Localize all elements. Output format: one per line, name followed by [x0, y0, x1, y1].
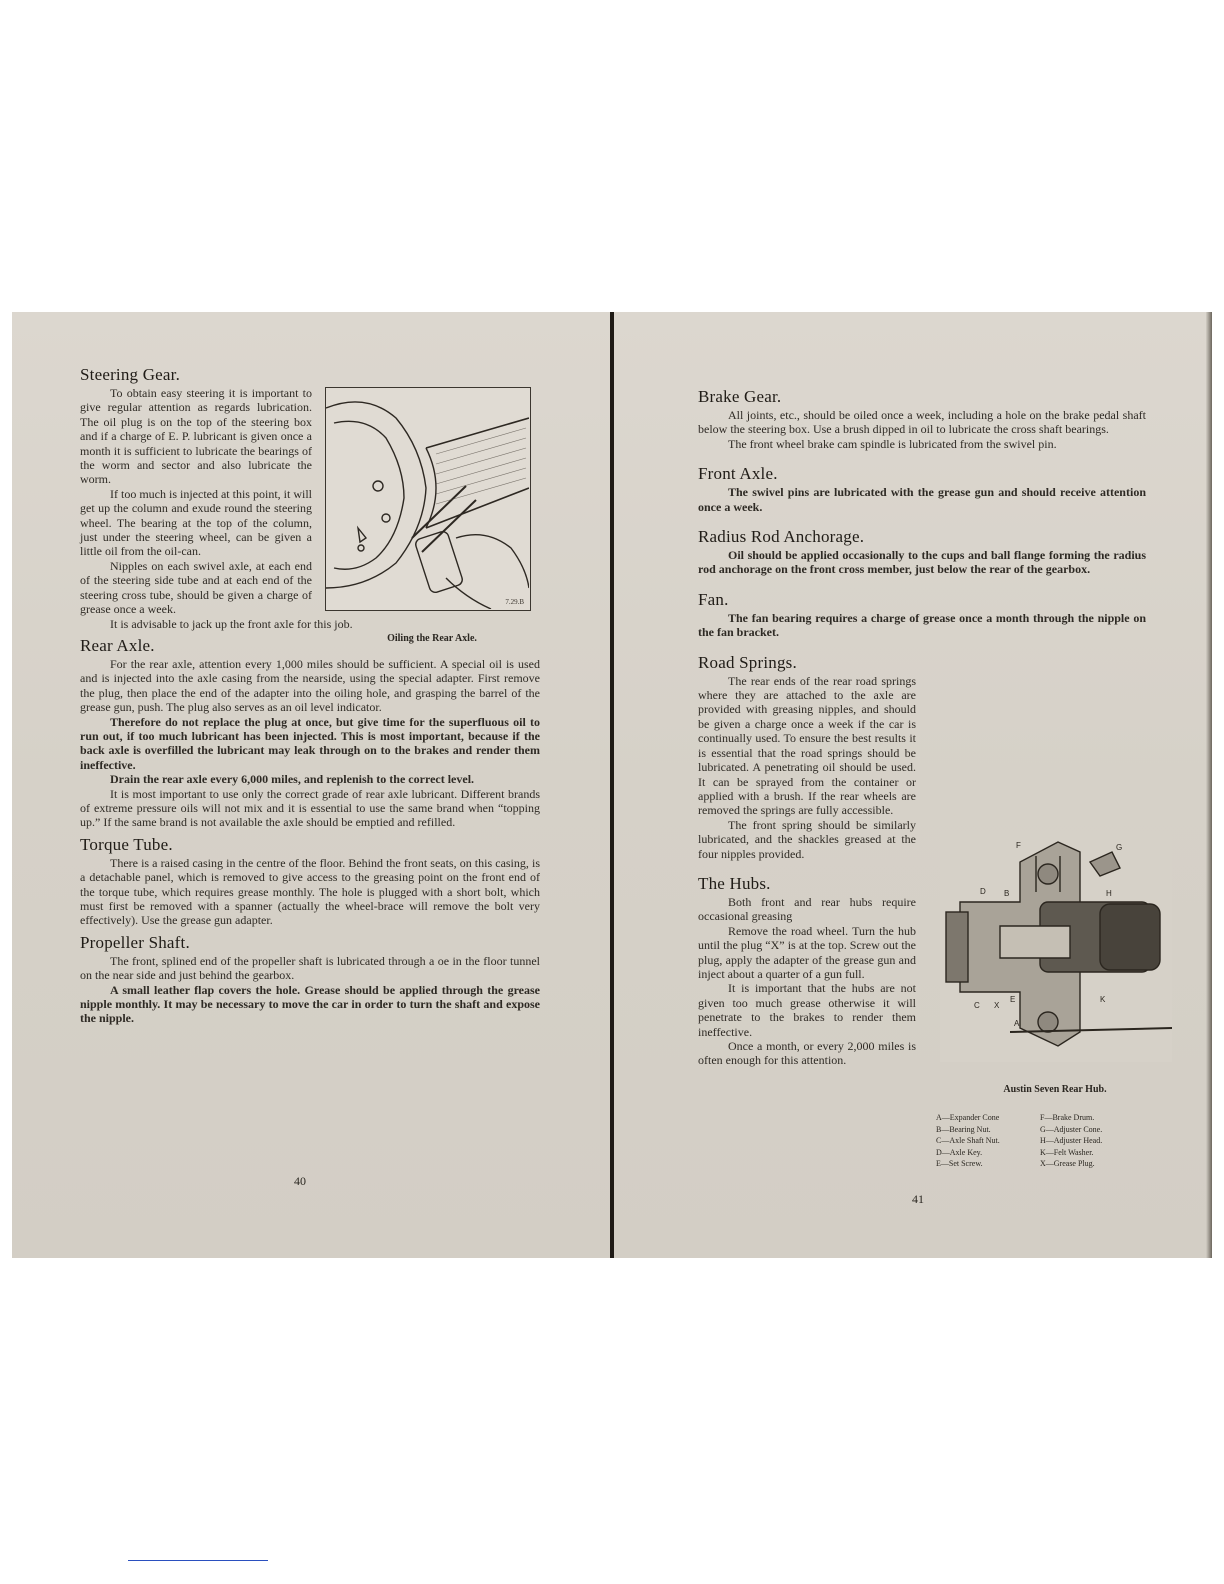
road-springs-text — [698, 674, 916, 861]
paragraph: It is most important to use only the correct grade of rear axle lubricant. Different brands of extreme pressure oils will not mix and it is essential to use the same brand when “topping up.” If the same brand is not available the axle should be emptied and refilled. — [80, 786, 540, 830]
hub-label-H: H — [1106, 889, 1112, 898]
heading-road-springs: Road Springs. — [698, 652, 797, 672]
legend-item: X—Grease Plug. — [1040, 1159, 1095, 1168]
hub-label-B: B — [1004, 889, 1010, 898]
heading-front-axle: Front Axle. — [698, 464, 778, 484]
paragraph: The front wheel brake cam spindle is lubricated from the swivel pin. — [728, 436, 1057, 451]
hub-legend — [936, 1112, 1168, 1170]
steering-gear-text — [80, 386, 312, 559]
legend-item: B—Bearing Nut. — [936, 1124, 991, 1134]
heading-the-hubs: The Hubs. — [698, 873, 771, 893]
heading-steering-gear: Steering Gear. — [80, 365, 181, 384]
paragraph: To obtain easy steering it is important to give regular attention as regards lubrication. The oil plug is on the top of the steering box and if a charge of E. P. lubricant is given once a month it is sufficient to lubricate the bearings of the worm and sector and also lubricate the worm. — [80, 386, 312, 487]
hub-label-D: D — [980, 887, 986, 896]
rear-hub-illustration — [940, 832, 1172, 1062]
paragraph: The swivel pins are lubricated with the grease gun and should receive attention once a week. — [698, 485, 1146, 514]
page-number: 40 — [294, 1174, 306, 1188]
legend-row — [936, 1124, 1168, 1136]
paragraph: Once a month, or every 2,000 miles is often enough for this attention. — [698, 1039, 916, 1068]
heading-propeller-shaft: Propeller Shaft. — [80, 932, 190, 952]
legend-item: C—Axle Shaft Nut. — [936, 1136, 1000, 1145]
page-edge-shadow — [1206, 312, 1212, 1258]
hub-label-F: F — [1016, 841, 1021, 850]
legend-item: K—Felt Washer. — [1040, 1147, 1094, 1157]
rear-axle-illustration — [325, 387, 531, 611]
legend-item: F—Brake Drum. — [1040, 1113, 1095, 1122]
figure-reference: 7.29.B — [505, 598, 524, 606]
footnote-rule — [128, 1560, 268, 1561]
paragraph: It is advisable to jack up the front axle for this job. — [110, 616, 353, 631]
paragraph: All joints, etc., should be oiled once a week, including a hole on the brake pedal shaft below the steering box. Use a brush dipped in oil to lubricate the cross shaft bearings. — [698, 408, 1146, 437]
figure-caption: Oiling the Rear Axle. — [387, 633, 477, 644]
paragraph: Nipples on each swivel axle, at each end of the steering side tube and at each end of the steering cross tube, should be given a charge of grease once a week. — [80, 558, 312, 617]
legend-row — [936, 1112, 1168, 1124]
hub-label-A: A — [1014, 1019, 1020, 1028]
hub-label-G: G — [1116, 843, 1123, 852]
legend-item: G—Adjuster Cone. — [1040, 1124, 1103, 1134]
paragraph: A small leather flap covers the hole. Grease should be applied through the grease nipple monthly. It may be necessary to move the car in order to turn the shaft and expose the nipple. — [80, 982, 540, 1026]
paragraph: Drain the rear axle every 6,000 miles, and replenish to the correct level. — [110, 772, 475, 787]
legend-item: H—Adjuster Head. — [1040, 1136, 1103, 1145]
heading-torque-tube: Torque Tube. — [80, 834, 173, 854]
rear-axle-drawing — [326, 388, 529, 609]
paragraph: The fan bearing requires a charge of grease once a month through the nipple on the fan bracket. — [698, 610, 1146, 640]
paragraph: Oil should be applied occasionally to the cups and ball flange forming the radius rod anchorage on the front cross member, just below the rear of the gearbox. — [698, 548, 1146, 577]
paragraph: Therefore do not replace the plug at once, but give time for the superfluous oil to run out, if too much lubricant has been injected. This is most important, because if the back axle is overfilled the lubricant may leak through on to the brakes and render them ineffective. — [80, 714, 540, 772]
paragraph: Both front and rear hubs require occasional greasing — [698, 894, 916, 924]
paragraph: It is important that the hubs are not given too much grease otherwise it will penetrate to the brakes to render them ineffective. — [698, 981, 916, 1039]
heading-rear-axle: Rear Axle. — [80, 635, 155, 655]
paragraph: Remove the road wheel. Turn the hub until the plug “X” is at the top. Screw out the plug, apply the adapter of the grease gun and inject about a quarter of a gun full. — [698, 923, 916, 981]
book-spread — [12, 312, 1212, 1258]
legend-item: D—Axle Key. — [936, 1147, 983, 1157]
heading-fan: Fan. — [698, 589, 729, 609]
figure-caption: Austin Seven Rear Hub. — [1003, 1084, 1107, 1095]
page-number: 41 — [912, 1192, 924, 1206]
legend-row — [936, 1158, 1168, 1170]
legend-item: A—Expander Cone — [936, 1113, 1000, 1122]
rear-hub-drawing — [940, 832, 1172, 1062]
left-page — [12, 312, 610, 1258]
right-page — [614, 312, 1212, 1258]
paragraph: The front, splined end of the propeller shaft is lubricated through a oe in the floor tunnel on the near side and just behind the gearbox. — [80, 953, 540, 983]
legend-row — [936, 1135, 1168, 1147]
heading-brake-gear: Brake Gear. — [698, 387, 782, 406]
legend-item: E—Set Screw. — [936, 1159, 983, 1168]
hub-label-E: E — [1010, 995, 1016, 1004]
hub-label-X: X — [994, 1001, 1000, 1010]
hub-label-C: C — [974, 1001, 980, 1010]
paragraph: If too much is injected at this point, it will get up the column and exude round the steering wheel. The bearing at the top of the column, just under the steering wheel, can be given a little oil from the oil-can. — [80, 486, 312, 559]
heading-radius-rod-anchorage: Radius Rod Anchorage. — [698, 527, 865, 547]
legend-row — [936, 1147, 1168, 1159]
paragraph: There is a raised casing in the centre of the floor. Behind the front seats, on this casing, is a detachable panel, which is removed to give access to the greasing point on the front end of the torque tube, which requires grease monthly. The hole is plugged with a short bolt, which must first be removed with a spanner (actually the wheel-brace will remove the bolt very effectively). Use the grease gun adapter. — [80, 855, 540, 928]
paragraph: The front spring should be similarly lubricated, and the shackles greased at the four nipples provided. — [698, 817, 916, 861]
paragraph: The rear ends of the rear road springs where they are attached to the axle are provided with greasing nipples, and should be given a charge once a week if the car is continually used. To ensure the best results it is essential that the road springs should be lubricated. A penetrating oil should be used. It can be sprayed from the container or applied with a brush. If the rear wheels are removed the springs are fully accessible. — [698, 673, 916, 818]
paragraph: For the rear axle, attention every 1,000 miles should be sufficient. A special oil is used and is injected into the axle casing from the nearside, using the special adapter. First remove the plug, then place the end of the adapter into the oiling hole, and grasping the barrel of the grease gun, push. The plug also serves as an oil level indicator. — [80, 656, 540, 715]
hub-label-K: K — [1100, 995, 1106, 1004]
hubs-text — [698, 895, 916, 1068]
